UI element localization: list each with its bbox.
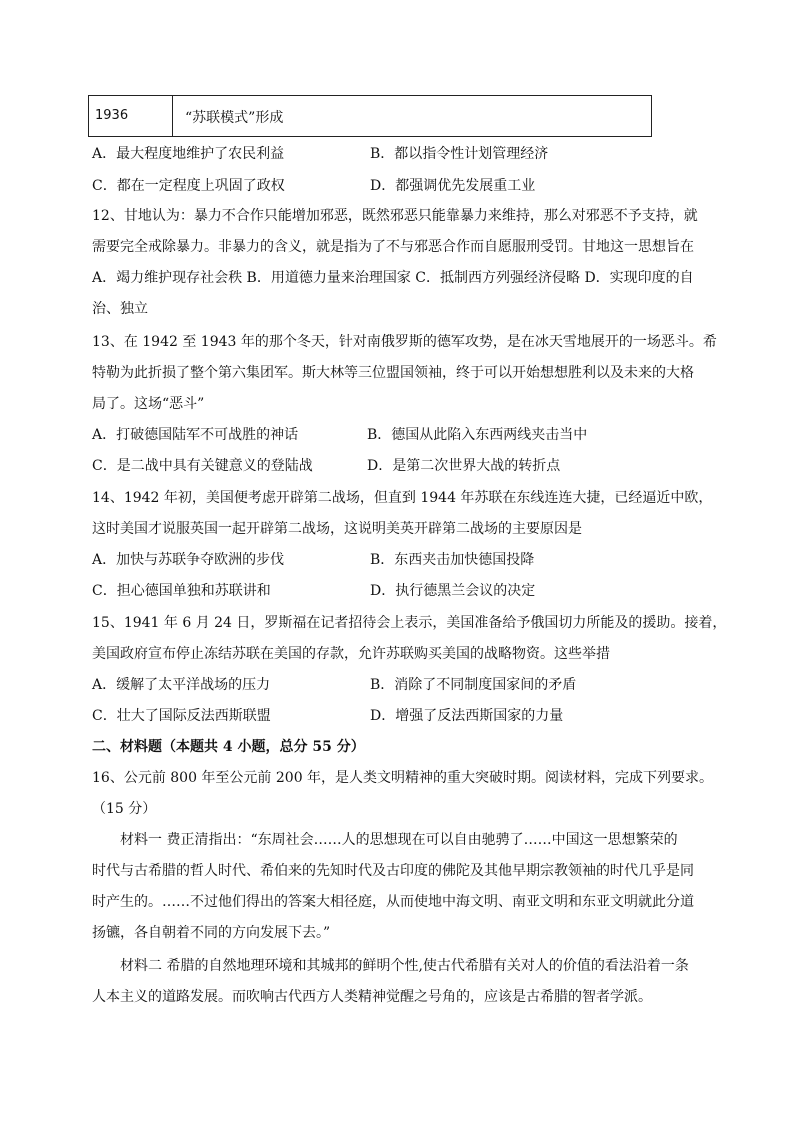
section-heading: 二、材料题（本题共 4 小题，总分 55 分） bbox=[92, 739, 365, 755]
q11-option-b: B．都以指令性计划管理经济 bbox=[370, 146, 549, 162]
timeline-table-row bbox=[88, 95, 652, 137]
q14-stem-line2: 这时美国才说服英国一起开辟第二战场，这说明美英开辟第二战场的主要原因是 bbox=[92, 521, 582, 537]
material2-line1: 材料二 希腊的自然地理环境和其城邦的鲜明个性,使古代希腊有关对人的价值的看法沿着一条 bbox=[120, 958, 689, 974]
q13-stem-line3: 局了。这场“恶斗” bbox=[92, 396, 205, 412]
q13-stem-line1: 13、在 1942 至 1943 年的那个冬天，针对南俄罗斯的德军攻势，是在冰天雪地展开的一场恶斗。希 bbox=[92, 334, 717, 350]
q14-option-d: D．执行德黑兰会议的决定 bbox=[370, 583, 536, 599]
q14-stem-line1: 14、1942 年初，美国便考虑开辟第二战场，但直到 1944 年苏联在东线连连大捷，已经逼近中欧， bbox=[92, 490, 713, 506]
q15-stem-line2: 美国政府宣布停止冻结苏联在美国的存款，允许苏联购买美国的战略物资。这些举措 bbox=[92, 646, 610, 662]
q14-option-c: C．担心德国单独和苏联讲和 bbox=[92, 583, 271, 599]
material1-line4: 扬镳，各自朝着不同的方向发展下去。” bbox=[92, 925, 331, 941]
q15-option-c: C．壮大了国际反法西斯联盟 bbox=[92, 708, 271, 724]
table-year-cell: 1936 bbox=[89, 96, 173, 136]
q11-option-c: C．都在一定程度上巩固了政权 bbox=[92, 178, 285, 194]
q16-stem-line2: （15 分） bbox=[92, 801, 157, 817]
q16-stem-line1: 16、公元前 800 年至公元前 200 年，是人类文明精神的重大突破时期。阅读材料，完成下列要求。 bbox=[92, 770, 714, 786]
q12-stem-line1: 12、甘地认为：暴力不合作只能增加邪恶，既然邪恶只能靠暴力来维持，那么对邪恶不予支持，就 bbox=[92, 208, 698, 224]
material1-line3: 时产生的。……不过他们得出的答案大相径庭，从而使地中海文明、南亚文明和东亚文明就此分道 bbox=[92, 894, 694, 910]
q13-option-c: C．是二战中具有关键意义的登陆战 bbox=[92, 458, 313, 474]
material1-line1: 材料一 费正清指出：“东周社会……人的思想现在可以自由驰骋了……中国这一思想繁荣的 bbox=[120, 832, 678, 848]
q13-option-b: B．德国从此陷入东西两线夹击当中 bbox=[367, 427, 588, 443]
q11-option-a: A．最大程度地维护了农民利益 bbox=[92, 146, 285, 162]
table-event-cell: “苏联模式”形成 bbox=[185, 110, 284, 126]
q14-option-a: A．加快与苏联争夺欧洲的步伐 bbox=[92, 552, 285, 568]
material1-line2: 时代与古希腊的哲人时代、希伯来的先知时代及古印度的佛陀及其他早期宗教领袖的时代几乎是同 bbox=[92, 863, 694, 879]
q11-option-d: D．都强调优先发展重工业 bbox=[370, 178, 536, 194]
q13-option-d: D．是第二次世界大战的转折点 bbox=[367, 458, 561, 474]
q12-options-line: A．竭力维护现存社会秩 B．用道德力量来治理国家 C．抵制西方列强经济侵略 D．实现印度的自 bbox=[92, 270, 694, 286]
q13-stem-line2: 特勒为此折损了整个第六集团军。斯大林等三位盟国领袖，终于可以开始想想胜利以及未来的大格 bbox=[92, 365, 694, 381]
material2-line2: 人本主义的道路发展。而吹响古代西方人类精神觉醒之号角的，应该是古希腊的智者学派。 bbox=[92, 989, 652, 1005]
q14-option-b: B．东西夹击加快德国投降 bbox=[370, 552, 535, 568]
q12-options-line2: 治、独立 bbox=[92, 301, 148, 317]
q15-option-a: A．缓解了太平洋战场的压力 bbox=[92, 677, 271, 693]
q13-option-a: A．打破德国陆军不可战胜的神话 bbox=[92, 427, 299, 443]
q15-option-b: B．消除了不同制度国家间的矛盾 bbox=[370, 677, 577, 693]
q12-stem-line2: 需要完全戒除暴力。非暴力的含义，就是指为了不与邪恶合作而自愿服刑受罚。甘地这一思想旨在 bbox=[92, 239, 694, 255]
q15-option-d: D．增强了反法西斯国家的力量 bbox=[370, 708, 564, 724]
q15-stem-line1: 15、1941 年 6 月 24 日，罗斯福在记者招待会上表示，美国准备给予俄国切力所能及的援助。接着， bbox=[92, 615, 727, 631]
